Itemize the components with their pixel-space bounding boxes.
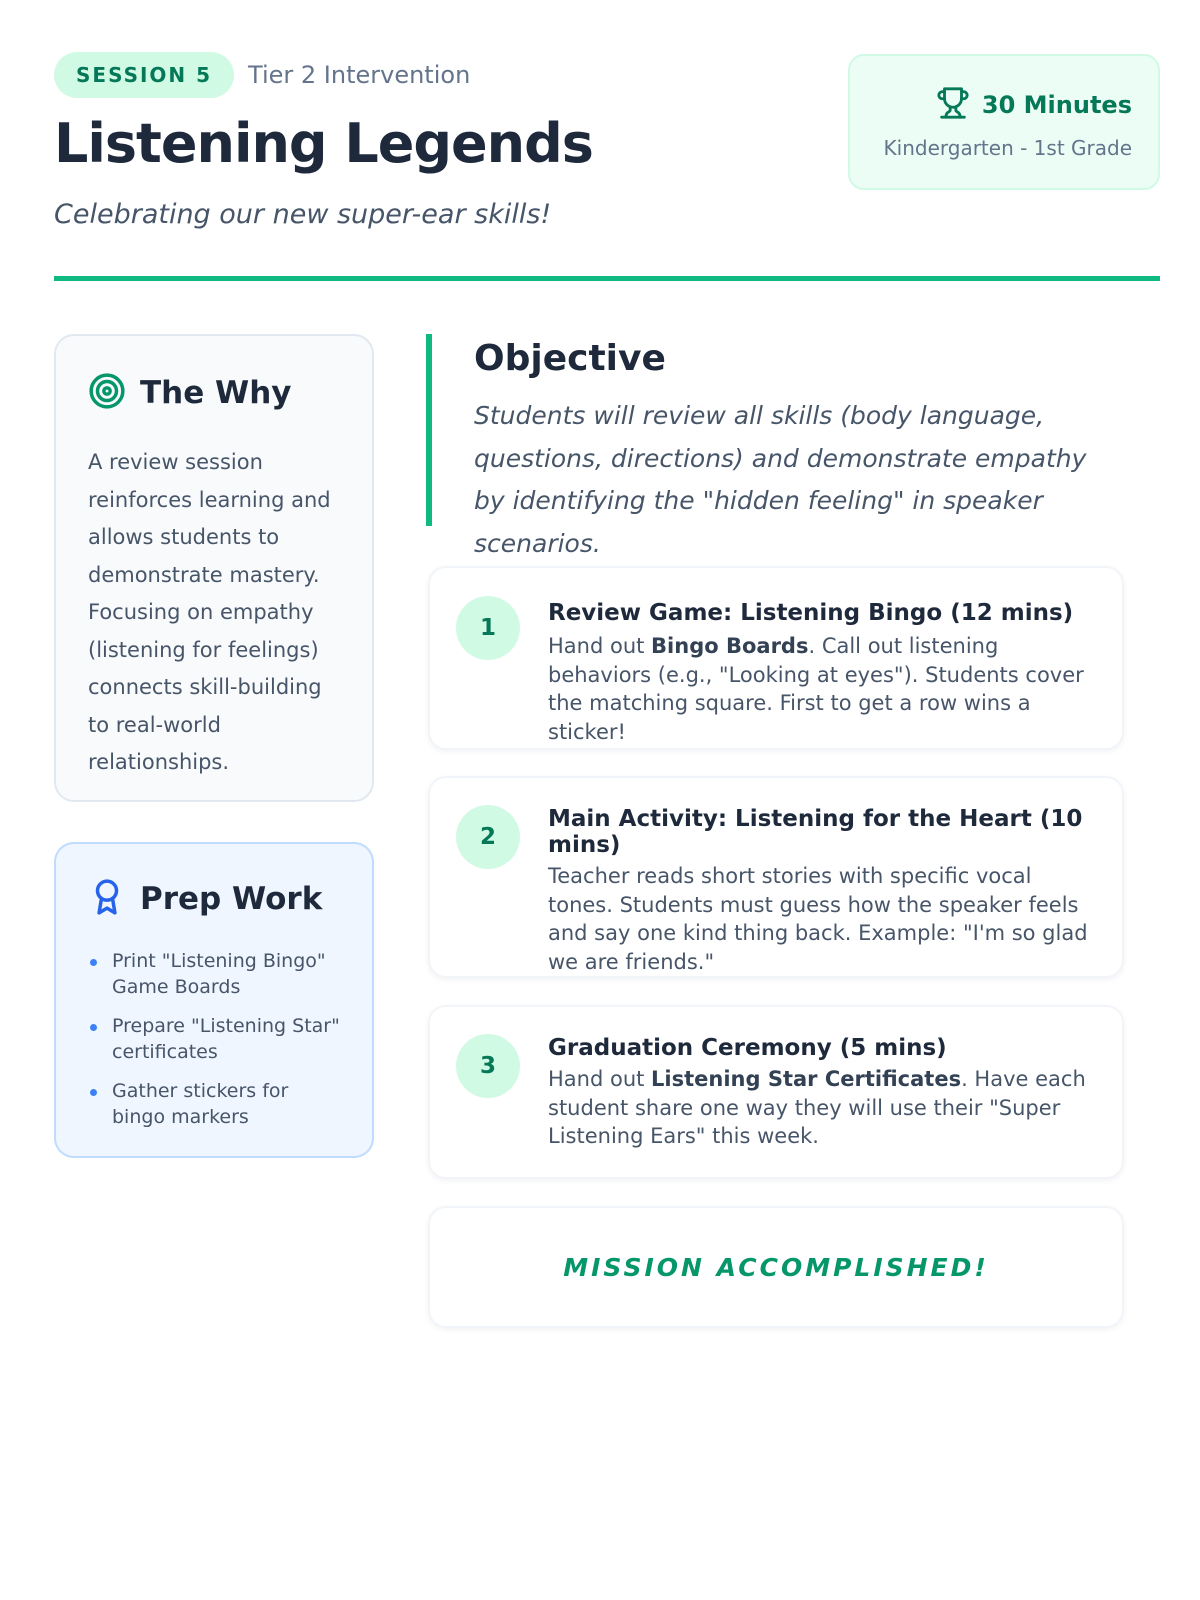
prep-list <box>88 948 346 1130</box>
why-card <box>54 334 374 802</box>
prep-item: Gather stickers for bingo markers <box>88 1078 346 1130</box>
step-number: 3 <box>456 1034 520 1098</box>
step-number: 2 <box>456 805 520 869</box>
target-icon <box>88 372 126 414</box>
page-title: Listening Legends <box>54 112 593 175</box>
prep-item: Print "Listening Bingo" Game Boards <box>88 948 346 1000</box>
objective-section <box>426 334 1116 558</box>
prep-item: Prepare "Listening Star" certificates <box>88 1013 346 1065</box>
step-card-1 <box>428 566 1124 750</box>
objective-text: Students will review all skills (body language, questions, directions) and demonstrate empathy by identifying the "hidden feeling" in speaker scenarios. <box>474 401 1087 558</box>
step-description: Hand out Listening Star Certificates. Have each student share one way they will use their "Super Listening Ears" this week. <box>548 1067 1086 1148</box>
page-subtitle: Celebrating our new super-ear skills! <box>54 199 552 230</box>
session-badge: SESSION 5 <box>54 52 234 98</box>
bingo-boards-highlight: Bingo Boards <box>651 634 809 658</box>
prep-title: Prep Work <box>140 881 323 917</box>
session-meta-card <box>848 54 1160 190</box>
step-title: Main Activity: Listening for the Heart (10 mins) <box>548 806 1083 858</box>
prep-card <box>54 842 374 1158</box>
step-description: Hand out Bingo Boards. Call out listening behaviors (e.g., "Looking at eyes"). Students cover the matching square. First to get a row wins a sticker! <box>548 634 1084 744</box>
step-description: Teacher reads short stories with specific vocal tones. Students must guess how the speaker feels and say one kind thing back. Example: "I'm so glad we are friends." <box>548 864 1088 974</box>
session-duration: 30 Minutes <box>981 91 1132 119</box>
step-number: 1 <box>456 596 520 660</box>
header <box>54 52 1160 282</box>
step-title: Graduation Ceremony (5 mins) <box>548 1035 947 1061</box>
grade-level: Kindergarten - 1st Grade <box>883 136 1132 160</box>
award-ribbon-icon <box>88 878 126 920</box>
why-text: A review session reinforces learning and allows students to demonstrate mastery. Focusing on empathy (listening for feelings) connects skill-building to real-world relationships. <box>88 450 331 774</box>
mission-accomplished-text: MISSION ACCOMPLISHED! <box>563 1252 989 1282</box>
step-card-2 <box>428 776 1124 978</box>
objective-title: Objective <box>474 338 666 379</box>
why-title: The Why <box>140 375 292 411</box>
header-divider <box>54 276 1160 281</box>
step-title: Review Game: Listening Bingo (12 mins) <box>548 600 1074 626</box>
step-card-3 <box>428 1005 1124 1179</box>
certificates-highlight: Listening Star Certificates <box>651 1067 962 1091</box>
trophy-icon <box>936 86 970 124</box>
mission-card <box>428 1206 1124 1328</box>
tier-label: Tier 2 Intervention <box>248 61 471 89</box>
